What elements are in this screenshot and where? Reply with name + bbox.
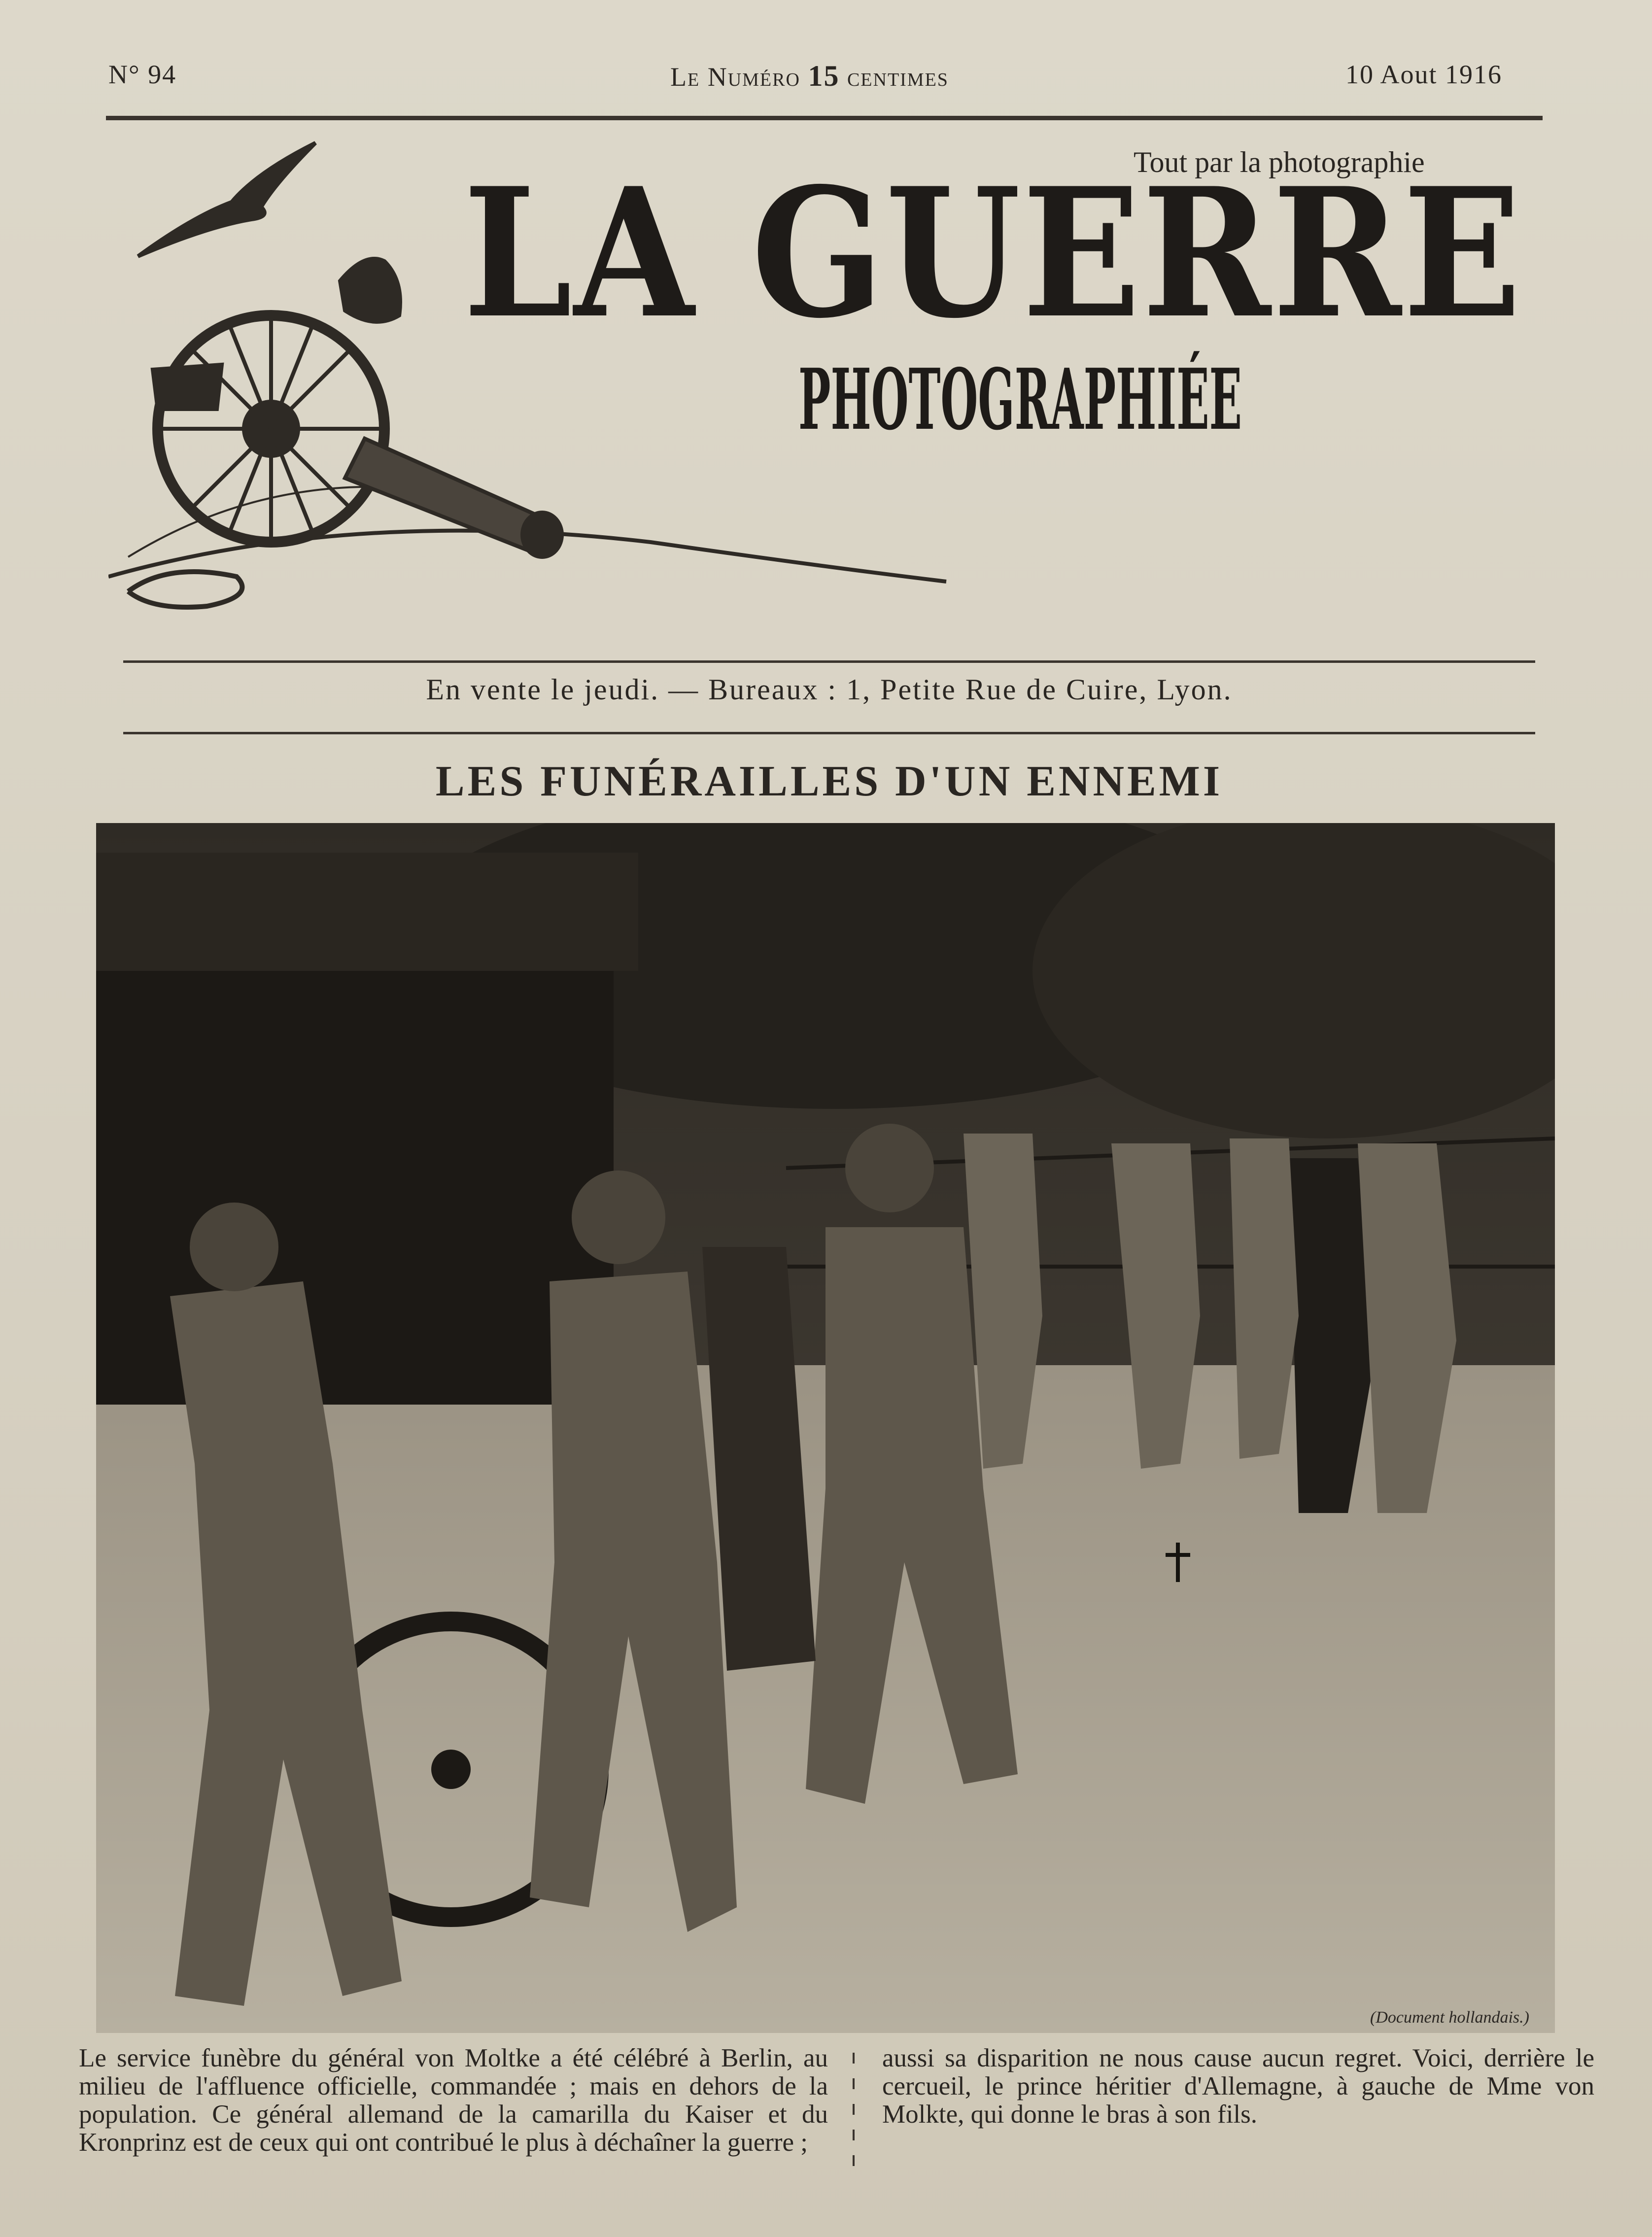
funeral-photograph bbox=[96, 823, 1555, 2033]
price-value: 15 bbox=[808, 60, 840, 92]
masthead-subtitle-text: PHOTOGRAPHIÉE bbox=[798, 350, 1242, 444]
rule-above-sale bbox=[123, 660, 1535, 663]
column-separator bbox=[853, 2053, 855, 2168]
issue-number: N° 94 bbox=[108, 60, 177, 89]
masthead-title-text: LA GUERRE bbox=[463, 149, 1523, 357]
headline: LES FUNÉRAILLES D'UN ENNEMI bbox=[435, 757, 1223, 805]
sale-info: En vente le jeudi. — Bureaux : 1, Petite Rue de Cuire, Lyon. bbox=[426, 673, 1233, 706]
price-line bbox=[670, 59, 949, 103]
photo-credit: (Document hollandais.) bbox=[1370, 2008, 1529, 2027]
price-prefix: Le Numéro bbox=[670, 62, 800, 92]
caption-left-column: Le service funèbre du général von Moltke a été célébré à Berlin, au milieu de l'affluence officielle, commandée ; mais en dehors de la population. Ce général allemand de la camarilla du Kaiser et du Kronprinz est de ceux qui ont contribué le plus à déchaîner la guerre ; bbox=[79, 2044, 828, 2157]
top-rule bbox=[106, 116, 1543, 120]
caption-right-column: aussi sa disparition ne nous cause aucun regret. Voici, derrière le cercueil, le prince héritier d'Allemagne, à gauche de Mme von Molkte, qui donne le bras à son fils. bbox=[882, 2044, 1594, 2129]
price-unit: centimes bbox=[847, 62, 949, 92]
issue-date: 10 Aout 1916 bbox=[1345, 60, 1503, 89]
slogan: Tout par la photographie bbox=[1134, 146, 1425, 178]
masthead-title bbox=[463, 148, 1523, 444]
rule-below-sale bbox=[123, 732, 1535, 734]
